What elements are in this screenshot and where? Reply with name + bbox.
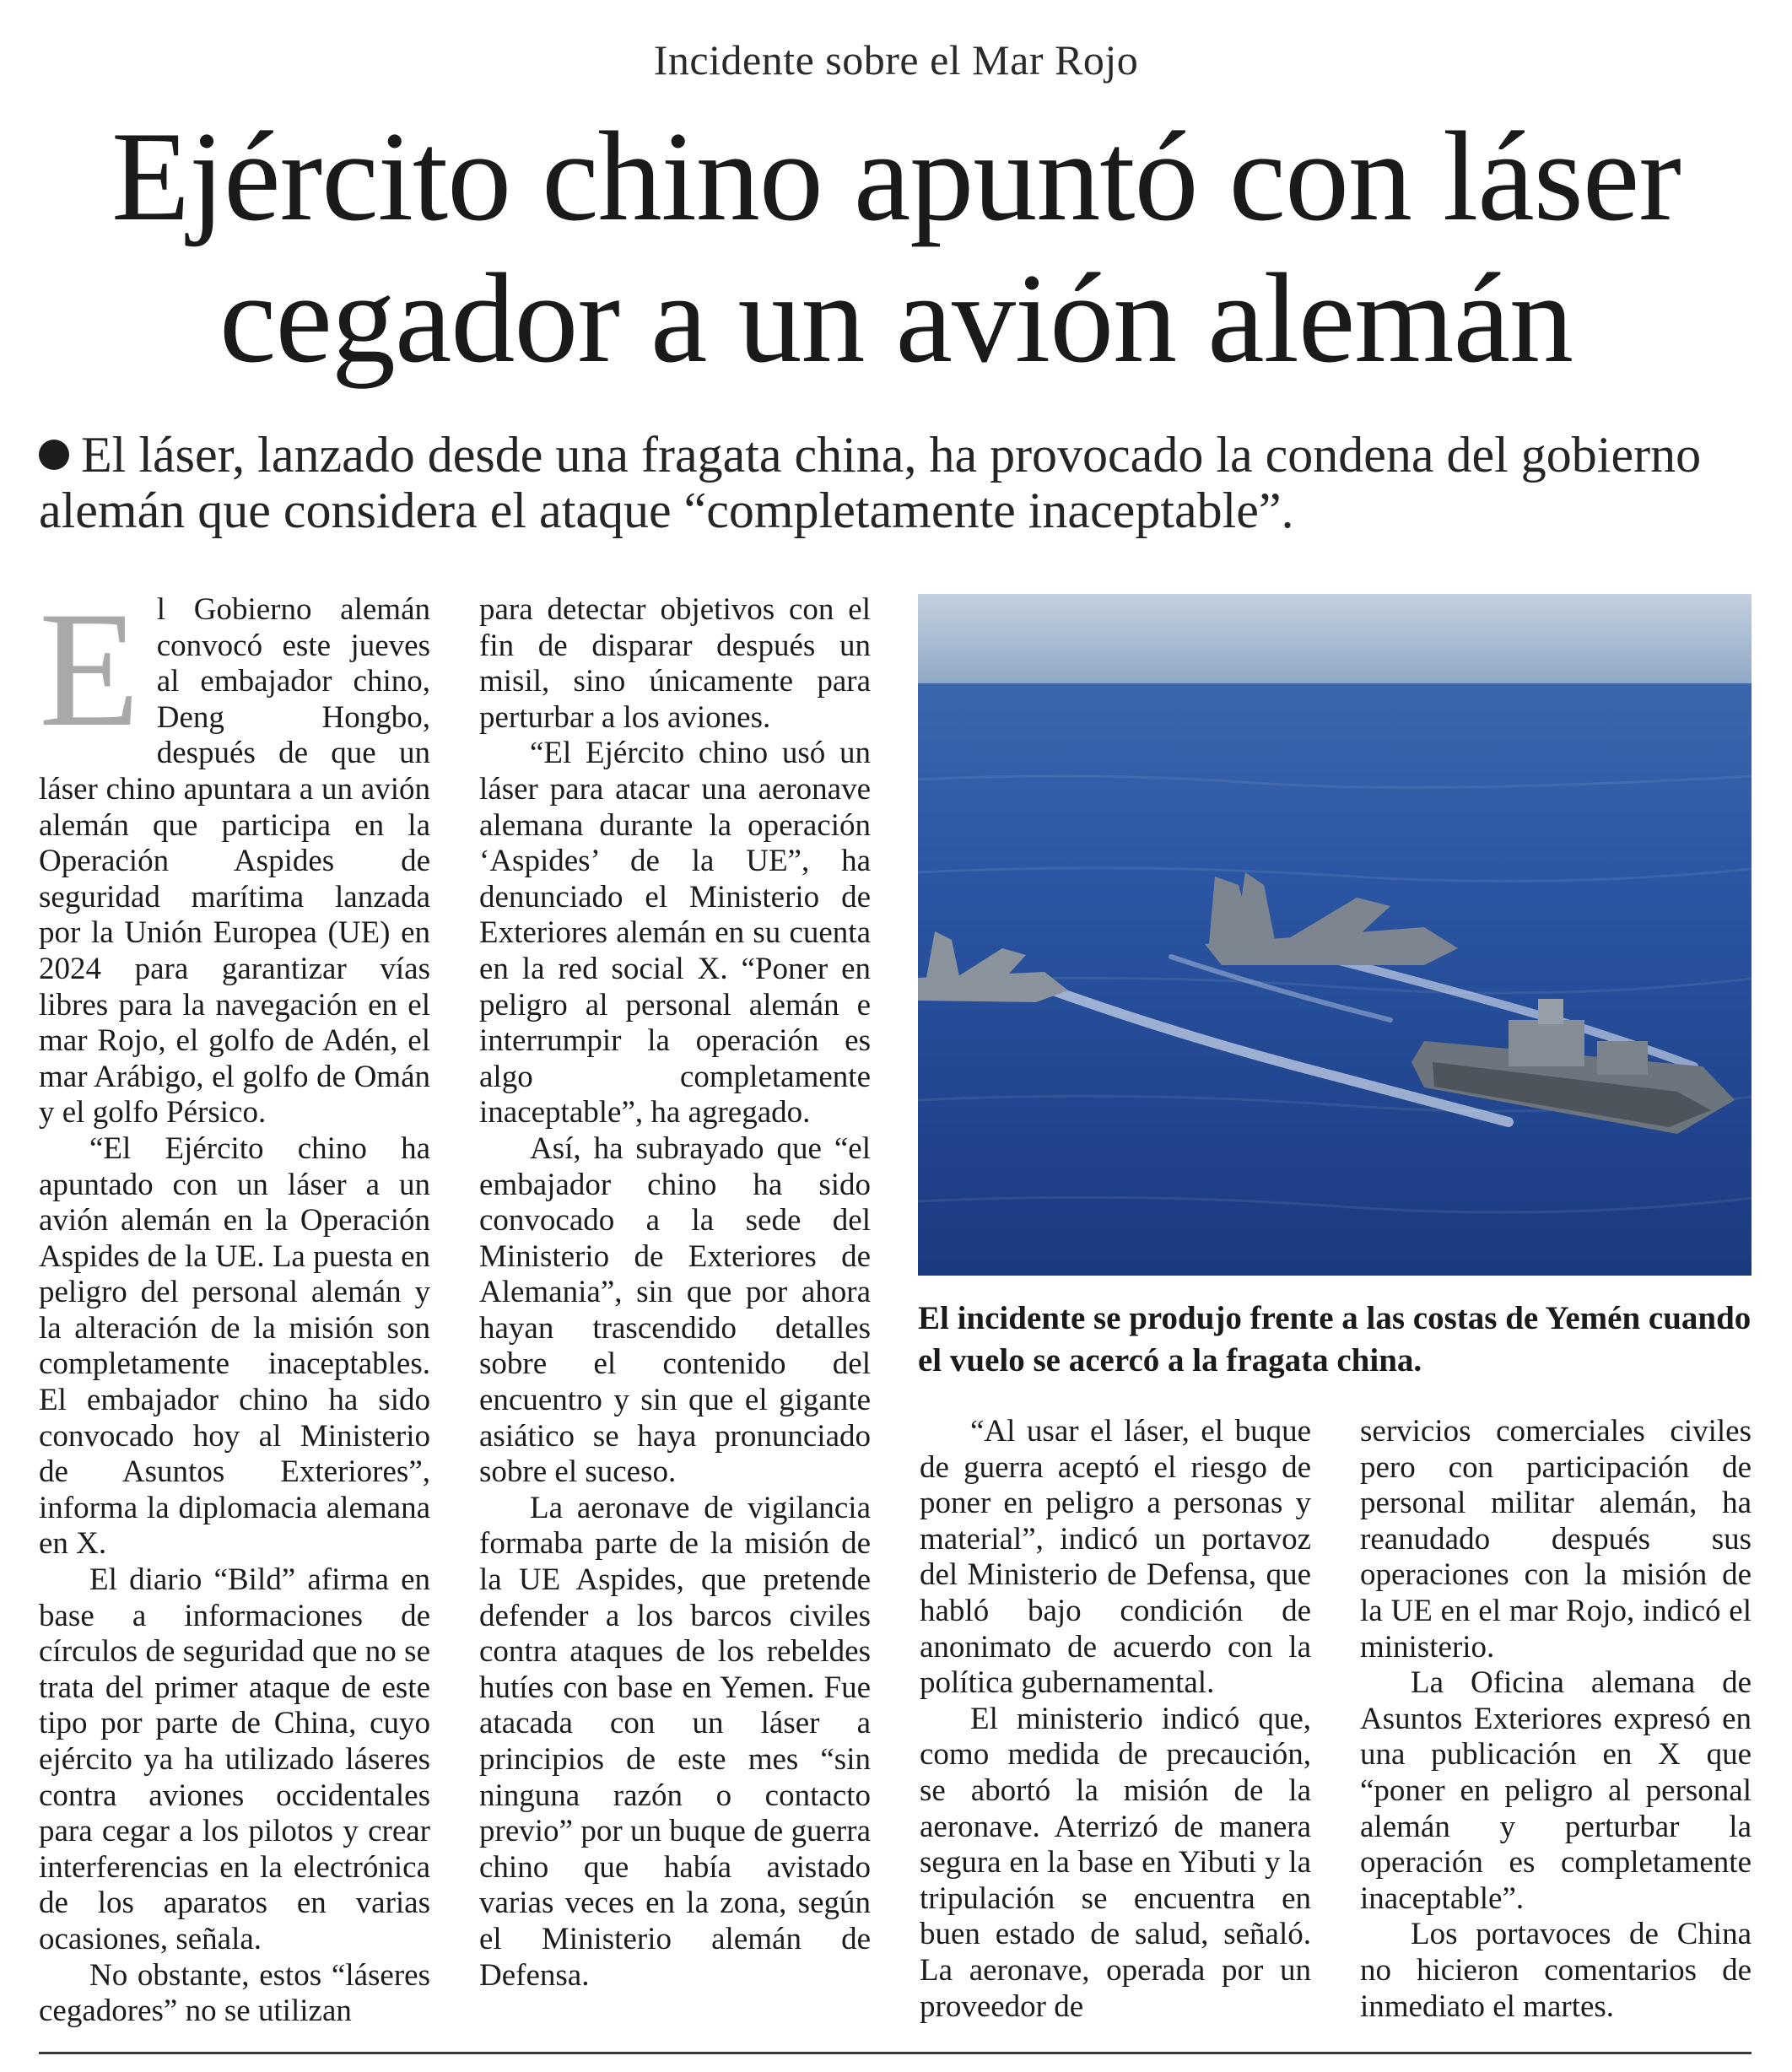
- bottom-rule-divider: [39, 2052, 1752, 2054]
- subheadline: [39, 427, 1760, 538]
- paragraph: El diario “Bild” afirma en base a informaciones de círculos de seguridad que no se trata del primer ataque de este tipo por parte de China, cuyo ejército ya ha utilizado láseres contra aviones occidentales para cegar a los pilotos y crear interferencias en la electrónica de los aparatos en varias ocasiones, señala.: [39, 1562, 430, 1956]
- paragraph: “Al usar el láser, el buque de guerra aceptó el riesgo de poner en peligro a personas y material”, indicó un portavoz del Ministerio de Defensa, que habló bajo condición de anonimato de acuerdo con la política gubernamental.: [920, 1414, 1311, 1701]
- paragraph: Los portavoces de China no hicieron comentarios de inmediato el martes.: [1360, 1917, 1752, 2024]
- photo-caption: El incidente se produjo frente a las costas de Yemén cuando el vuelo se acercó a la fragata china.: [918, 1300, 1752, 1379]
- kicker: Incidente sobre el Mar Rojo: [653, 36, 1139, 84]
- paragraph: La Oficina alemana de Asuntos Exteriores expresó en una publicación en X que “poner en peligro al personal alemán y perturbar la operación es completamente inaceptable”.: [1360, 1665, 1752, 1916]
- paragraph: “El Ejército chino usó un láser para atacar una aeronave alemana durante la operación ‘Aspides’ de la UE”, ha denunciado el Ministerio de Exteriores alemán en su cuenta en la red social X. “Poner en peligro al personal alemán e interrumpir la operación es algo completamente inaceptable”, ha agregado.: [479, 736, 871, 1130]
- news-photo: [918, 594, 1752, 1276]
- subheadline-text: El láser, lanzado desde una fragata china, ha provocado la condena del gobierno alemán que considera el ataque “completamente inaceptable”.: [39, 427, 1702, 538]
- article-column-1: [39, 578, 430, 2030]
- paragraph: No obstante, estos “láseres cegadores” no se utilizan: [39, 1957, 430, 2029]
- paragraph: La aeronave de vigilancia formaba parte de la misión de la UE Aspides, que pretende defender a los barcos civiles contra ataques de los rebeldes hutíes con base en Yemen. Fue atacada con un láser a principios de este mes “sin ninguna razón o contacto previo” por un buque de guerra chino que había avistado varias veces en la zona, según el Ministerio alemán de Defensa.: [479, 1490, 871, 1993]
- paragraph: Así, ha subrayado que “el embajador chino ha sido convocado a la sede del Ministerio de Exteriores de Alemania”, sin que por ahora hayan trascendido detalles sobre el contenido del encuentro y sin que el gigante asiático se haya pronunciado sobre el suceso.: [479, 1130, 871, 1490]
- drop-cap: E: [39, 578, 140, 761]
- paragraph: “El Ejército chino ha apuntado con un láser a un avión alemán en la Operación Aspides de la UE. La puesta en peligro del personal alemán y la alteración de la misión son completamente inaceptables. El embajador chino ha sido convocado hoy al Ministerio de Asuntos Exteriores”, informa la diplomacia alemana en X.: [39, 1130, 430, 1562]
- paragraph: El Gobierno alemán convocó este jueves al embajador chino, Deng Hongbo, después de que un láser chino apuntara a un avión alemán que participa en la Operación Aspides de seguridad marítima lanzada por la Unión Europea (UE) en 2024 para garantizar vías libres para la navegación en el mar Rojo, el golfo de Adén, el mar Arábigo, el golfo de Omán y el golfo Pérsico.: [39, 578, 430, 1130]
- bullet-dot-icon: [39, 440, 69, 470]
- headline: Ejército chino apuntó con láser cegador a un avión alemán: [111, 105, 1681, 389]
- paragraph: El ministerio indicó que, como medida de precaución, se abortó la misión de la aeronave. Aterrizó de manera segura en la base en Yibuti y la tripulación se encuentra en buen estado de salud, señaló. La aeronave, operada por un proveedor de: [920, 1701, 1311, 2024]
- article-column-4: [1360, 1414, 1752, 2025]
- article-column-2: [479, 592, 871, 1994]
- fighter-jets-over-frigate-image: [918, 594, 1752, 1276]
- paragraph: servicios comerciales civiles pero con participación de personal militar alemán, ha reanudado después sus operaciones con la misión de la UE en el mar Rojo, indicó el ministerio.: [1360, 1414, 1752, 1665]
- paragraph: para detectar objetivos con el fin de disparar después un misil, sino únicamente para perturbar a los aviones.: [479, 592, 871, 735]
- article-column-3: [920, 1414, 1311, 2025]
